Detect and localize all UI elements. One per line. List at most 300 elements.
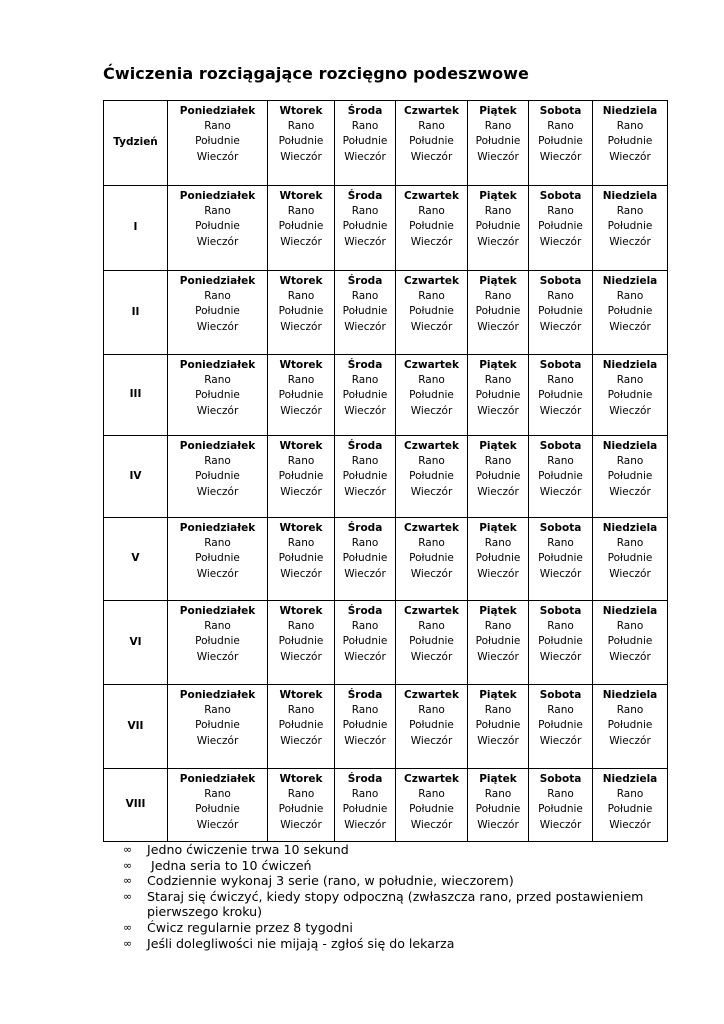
day-cell	[268, 518, 335, 601]
time-slot: Wieczór	[539, 235, 582, 248]
day-name: Piątek	[479, 522, 517, 534]
time-slot: Południe	[607, 803, 653, 816]
time-slot: Rano	[484, 620, 512, 633]
day-cell	[529, 685, 593, 769]
day-name: Poniedziałek	[179, 190, 256, 202]
time-slot: Wieczór	[196, 235, 239, 248]
day-cell	[468, 518, 529, 601]
time-slot: Wieczór	[196, 567, 239, 580]
time-slot: Południe	[195, 389, 240, 402]
time-slot: Południe	[607, 305, 653, 318]
time-slot: Południe	[475, 719, 521, 732]
time-slot: Południe	[342, 719, 388, 732]
day-name: Niedziela	[602, 105, 658, 117]
time-slot: Południe	[195, 135, 240, 148]
time-slot: Rano	[484, 455, 512, 468]
day-name: Sobota	[539, 440, 582, 452]
time-slot: Wieczór	[196, 404, 239, 417]
time-slot: Południe	[195, 552, 240, 565]
time-slot: Wieczór	[539, 734, 582, 747]
week-row	[104, 271, 668, 355]
instruction-item	[123, 920, 683, 936]
day-cell	[593, 355, 668, 436]
time-slot: Rano	[351, 205, 379, 218]
time-slot: Południe	[538, 803, 583, 816]
time-slot: Wieczór	[477, 485, 519, 498]
day-cell	[396, 101, 468, 186]
time-slot: Wieczór	[609, 734, 651, 747]
instruction-text: Jedno ćwiczenie trwa 10 sekund	[147, 842, 349, 857]
day-cell	[268, 436, 335, 518]
infinity-bullet-icon: ∞	[123, 874, 133, 888]
time-slot: Południe	[342, 635, 388, 648]
day-name: Sobota	[539, 275, 582, 287]
week-label: VII	[104, 685, 168, 769]
time-slot: Południe	[195, 220, 240, 233]
day-cell	[396, 769, 468, 842]
instruction-item	[123, 858, 683, 874]
day-name: Niedziela	[602, 605, 658, 617]
day-name: Wtorek	[279, 689, 323, 701]
time-slot: Rano	[616, 205, 644, 218]
day-name: Niedziela	[602, 440, 658, 452]
week-label: VIII	[104, 769, 168, 842]
day-name: Piątek	[479, 190, 517, 202]
day-name: Piątek	[479, 105, 517, 117]
time-slot: Rano	[418, 788, 445, 801]
day-name: Poniedziałek	[179, 605, 256, 617]
day-cell	[529, 518, 593, 601]
day-cell	[529, 355, 593, 436]
day-cell	[529, 769, 593, 842]
day-cell	[468, 186, 529, 271]
time-slot: Rano	[204, 788, 231, 801]
time-slot: Rano	[418, 537, 445, 550]
time-slot: Rano	[204, 704, 231, 717]
time-slot: Wieczór	[280, 320, 322, 333]
day-cell	[396, 518, 468, 601]
time-slot: Południe	[409, 220, 454, 233]
time-slot: Wieczór	[477, 650, 519, 663]
time-slot: Rano	[484, 120, 512, 133]
time-slot: Rano	[351, 537, 379, 550]
time-slot: Południe	[538, 719, 583, 732]
day-name: Wtorek	[279, 359, 323, 371]
infinity-bullet-icon: ∞	[123, 920, 133, 934]
time-slot: Rano	[616, 620, 644, 633]
time-slot: Wieczór	[410, 404, 453, 417]
time-slot: Wieczór	[477, 150, 519, 163]
time-slot: Wieczór	[280, 485, 322, 498]
day-cell	[396, 186, 468, 271]
time-slot: Rano	[287, 374, 315, 387]
day-name: Środa	[347, 190, 383, 202]
time-slot: Południe	[607, 135, 653, 148]
time-slot: Rano	[351, 290, 379, 303]
day-name: Piątek	[479, 689, 517, 701]
day-name: Wtorek	[279, 190, 323, 202]
week-label: VI	[104, 601, 168, 685]
day-name: Środa	[347, 275, 383, 287]
time-slot: Południe	[409, 719, 454, 732]
time-slot: Rano	[484, 374, 512, 387]
day-name: Środa	[347, 522, 383, 534]
instructions-list	[123, 842, 683, 951]
week-row	[104, 518, 668, 601]
day-cell	[468, 601, 529, 685]
time-slot: Rano	[547, 290, 574, 303]
day-cell	[396, 355, 468, 436]
time-slot: Wieczór	[609, 404, 651, 417]
time-slot: Wieczór	[410, 150, 453, 163]
time-slot: Południe	[409, 135, 454, 148]
time-slot: Rano	[351, 620, 379, 633]
time-slot: Wieczór	[280, 567, 322, 580]
week-row	[104, 436, 668, 518]
day-name: Piątek	[479, 275, 517, 287]
time-slot: Rano	[547, 537, 574, 550]
instruction-text: Jedna seria to 10 ćwiczeń	[147, 857, 312, 873]
time-slot: Rano	[204, 374, 231, 387]
day-cell	[168, 355, 268, 436]
time-slot: Południe	[342, 803, 388, 816]
time-slot: Wieczór	[410, 650, 453, 663]
day-cell	[396, 601, 468, 685]
instruction-text: Jeśli dolegliwości nie mijają - zgłoś się do lekarza	[147, 935, 455, 951]
time-slot: Południe	[409, 635, 454, 648]
time-slot: Południe	[278, 389, 324, 402]
time-slot: Południe	[409, 305, 454, 318]
time-slot: Rano	[418, 704, 445, 717]
time-slot: Południe	[278, 719, 324, 732]
day-name: Sobota	[539, 105, 582, 117]
time-slot: Wieczór	[477, 734, 519, 747]
time-slot: Południe	[538, 305, 583, 318]
week-label: I	[104, 186, 168, 271]
time-slot: Rano	[547, 788, 574, 801]
time-slot: Południe	[607, 220, 653, 233]
day-name: Wtorek	[279, 275, 323, 287]
time-slot: Wieczór	[344, 485, 386, 498]
time-slot: Południe	[409, 552, 454, 565]
day-cell	[268, 769, 335, 842]
day-name: Poniedziałek	[179, 522, 256, 534]
time-slot: Rano	[547, 205, 574, 218]
time-slot: Południe	[409, 803, 454, 816]
exercise-schedule-table	[103, 100, 668, 842]
time-slot: Rano	[351, 704, 379, 717]
time-slot: Południe	[475, 552, 521, 565]
infinity-bullet-icon: ∞	[123, 843, 133, 856]
day-cell	[468, 769, 529, 842]
time-slot: Rano	[616, 704, 644, 717]
day-name: Niedziela	[602, 190, 658, 202]
time-slot: Rano	[204, 205, 231, 218]
time-slot: Wieczór	[410, 567, 453, 580]
time-slot: Rano	[418, 120, 445, 133]
instruction-text: Ćwicz regularnie przez 8 tygodni	[147, 919, 353, 935]
day-name: Wtorek	[279, 440, 323, 452]
time-slot: Wieczór	[196, 818, 239, 831]
time-slot: Rano	[616, 120, 644, 133]
day-name: Piątek	[479, 605, 517, 617]
time-slot: Wieczór	[539, 404, 582, 417]
day-name: Czwartek	[404, 190, 459, 202]
day-name: Środa	[347, 605, 383, 617]
day-cell	[268, 101, 335, 186]
time-slot: Rano	[287, 704, 315, 717]
time-slot: Wieczór	[609, 320, 651, 333]
week-row	[104, 685, 668, 769]
day-cell	[593, 601, 668, 685]
day-cell	[396, 685, 468, 769]
time-slot: Wieczór	[280, 650, 322, 663]
day-name: Poniedziałek	[179, 105, 256, 117]
day-cell	[593, 101, 668, 186]
time-slot: Rano	[204, 620, 231, 633]
day-name: Wtorek	[279, 522, 323, 534]
day-cell	[468, 685, 529, 769]
time-slot: Południe	[278, 470, 324, 483]
time-slot: Wieczór	[477, 818, 519, 831]
week-label: V	[104, 518, 168, 601]
time-slot: Południe	[409, 470, 454, 483]
day-cell	[168, 436, 268, 518]
time-slot: Wieczór	[410, 320, 453, 333]
day-cell	[335, 518, 396, 601]
time-slot: Rano	[616, 455, 644, 468]
day-name: Niedziela	[602, 275, 658, 287]
day-name: Czwartek	[404, 275, 459, 287]
time-slot: Południe	[475, 135, 521, 148]
time-slot: Wieczór	[344, 734, 386, 747]
day-cell	[335, 601, 396, 685]
week-row	[104, 101, 668, 186]
time-slot: Wieczór	[280, 818, 322, 831]
day-cell	[529, 186, 593, 271]
time-slot: Południe	[278, 135, 324, 148]
time-slot: Rano	[484, 537, 512, 550]
instruction-item	[123, 936, 683, 952]
day-name: Sobota	[539, 689, 582, 701]
day-cell	[468, 101, 529, 186]
day-cell	[396, 271, 468, 355]
time-slot: Rano	[547, 374, 574, 387]
time-slot: Rano	[287, 120, 315, 133]
time-slot: Południe	[342, 470, 388, 483]
time-slot: Wieczór	[344, 404, 386, 417]
day-name: Niedziela	[602, 359, 658, 371]
day-cell	[268, 601, 335, 685]
day-cell	[593, 186, 668, 271]
time-slot: Rano	[351, 374, 379, 387]
time-slot: Wieczór	[539, 567, 582, 580]
time-slot: Południe	[195, 470, 240, 483]
day-name: Niedziela	[602, 522, 658, 534]
day-name: Poniedziałek	[179, 359, 256, 371]
time-slot: Rano	[547, 455, 574, 468]
day-name: Czwartek	[404, 605, 459, 617]
day-cell	[168, 601, 268, 685]
day-cell	[593, 518, 668, 601]
week-row	[104, 186, 668, 271]
infinity-bullet-icon: ∞	[123, 889, 133, 903]
day-cell	[268, 186, 335, 271]
instruction-item	[123, 889, 683, 920]
day-cell	[593, 271, 668, 355]
time-slot: Rano	[287, 788, 315, 801]
time-slot: Południe	[538, 635, 583, 648]
day-name: Sobota	[539, 190, 582, 202]
day-cell	[168, 186, 268, 271]
time-slot: Rano	[351, 788, 379, 801]
time-slot: Południe	[475, 635, 521, 648]
time-slot: Wieczór	[410, 485, 453, 498]
time-slot: Południe	[475, 389, 521, 402]
time-slot: Południe	[342, 389, 388, 402]
time-slot: Wieczór	[539, 485, 582, 498]
day-name: Sobota	[539, 773, 582, 785]
time-slot: Wieczór	[280, 150, 322, 163]
day-cell	[335, 186, 396, 271]
time-slot: Rano	[204, 290, 231, 303]
day-cell	[168, 685, 268, 769]
time-slot: Wieczór	[609, 567, 651, 580]
time-slot: Południe	[538, 470, 583, 483]
day-cell	[168, 518, 268, 601]
time-slot: Rano	[287, 205, 315, 218]
day-name: Poniedziałek	[179, 275, 256, 287]
day-name: Niedziela	[602, 689, 658, 701]
day-cell	[529, 101, 593, 186]
time-slot: Wieczór	[344, 567, 386, 580]
day-cell	[529, 271, 593, 355]
time-slot: Rano	[616, 290, 644, 303]
day-cell	[335, 769, 396, 842]
time-slot: Rano	[418, 374, 445, 387]
day-name: Środa	[347, 440, 383, 452]
time-slot: Wieczór	[280, 235, 322, 248]
day-name: Środa	[347, 359, 383, 371]
time-slot: Wieczór	[609, 485, 651, 498]
day-cell	[468, 436, 529, 518]
time-slot: Południe	[278, 552, 324, 565]
day-cell	[529, 601, 593, 685]
time-slot: Wieczór	[539, 818, 582, 831]
time-slot: Rano	[287, 620, 315, 633]
instruction-item	[123, 842, 683, 858]
week-row	[104, 601, 668, 685]
time-slot: Wieczór	[196, 150, 239, 163]
time-slot: Rano	[547, 620, 574, 633]
day-cell	[335, 355, 396, 436]
time-slot: Południe	[342, 305, 388, 318]
time-slot: Południe	[278, 803, 324, 816]
time-slot: Wieczór	[344, 818, 386, 831]
week-label: IV	[104, 436, 168, 518]
time-slot: Południe	[195, 305, 240, 318]
day-name: Czwartek	[404, 440, 459, 452]
time-slot: Rano	[204, 537, 231, 550]
week-label: III	[104, 355, 168, 436]
time-slot: Wieczór	[344, 150, 386, 163]
time-slot: Rano	[547, 704, 574, 717]
day-name: Czwartek	[404, 522, 459, 534]
time-slot: Rano	[287, 455, 315, 468]
time-slot: Wieczór	[410, 818, 453, 831]
day-name: Sobota	[539, 522, 582, 534]
time-slot: Wieczór	[477, 320, 519, 333]
time-slot: Wieczór	[477, 404, 519, 417]
time-slot: Wieczór	[196, 485, 239, 498]
time-slot: Wieczór	[344, 320, 386, 333]
time-slot: Rano	[616, 374, 644, 387]
day-name: Czwartek	[404, 773, 459, 785]
time-slot: Rano	[351, 455, 379, 468]
time-slot: Południe	[409, 389, 454, 402]
time-slot: Wieczór	[539, 320, 582, 333]
time-slot: Wieczór	[196, 650, 239, 663]
day-name: Wtorek	[279, 105, 323, 117]
time-slot: Południe	[607, 635, 653, 648]
time-slot: Wieczór	[539, 150, 582, 163]
day-cell	[593, 769, 668, 842]
time-slot: Rano	[547, 120, 574, 133]
time-slot: Rano	[204, 455, 231, 468]
time-slot: Południe	[278, 220, 324, 233]
day-name: Czwartek	[404, 689, 459, 701]
day-name: Środa	[347, 105, 383, 117]
time-slot: Wieczór	[609, 150, 651, 163]
day-cell	[468, 271, 529, 355]
time-slot: Rano	[351, 120, 379, 133]
day-name: Sobota	[539, 359, 582, 371]
day-name: Niedziela	[602, 773, 658, 785]
day-cell	[593, 436, 668, 518]
day-name: Piątek	[479, 440, 517, 452]
time-slot: Rano	[484, 788, 512, 801]
time-slot: Wieczór	[196, 320, 239, 333]
day-cell	[168, 101, 268, 186]
time-slot: Wieczór	[280, 404, 322, 417]
day-name: Poniedziałek	[179, 689, 256, 701]
time-slot: Południe	[278, 305, 324, 318]
day-cell	[468, 355, 529, 436]
instruction-item	[123, 873, 683, 889]
time-slot: Rano	[484, 290, 512, 303]
infinity-bullet-icon: ∞	[123, 936, 133, 950]
time-slot: Południe	[607, 470, 653, 483]
time-slot: Rano	[287, 537, 315, 550]
time-slot: Rano	[204, 120, 231, 133]
time-slot: Południe	[538, 135, 583, 148]
time-slot: Południe	[342, 135, 388, 148]
time-slot: Południe	[607, 552, 653, 565]
time-slot: Rano	[287, 290, 315, 303]
day-name: Sobota	[539, 605, 582, 617]
day-cell	[168, 769, 268, 842]
infinity-bullet-icon: ∞	[123, 858, 133, 872]
time-slot: Południe	[475, 803, 521, 816]
time-slot: Południe	[278, 635, 324, 648]
time-slot: Rano	[616, 537, 644, 550]
day-cell	[335, 436, 396, 518]
time-slot: Wieczór	[609, 650, 651, 663]
time-slot: Południe	[607, 719, 653, 732]
time-slot: Południe	[475, 470, 521, 483]
time-slot: Rano	[418, 205, 445, 218]
time-slot: Południe	[342, 552, 388, 565]
